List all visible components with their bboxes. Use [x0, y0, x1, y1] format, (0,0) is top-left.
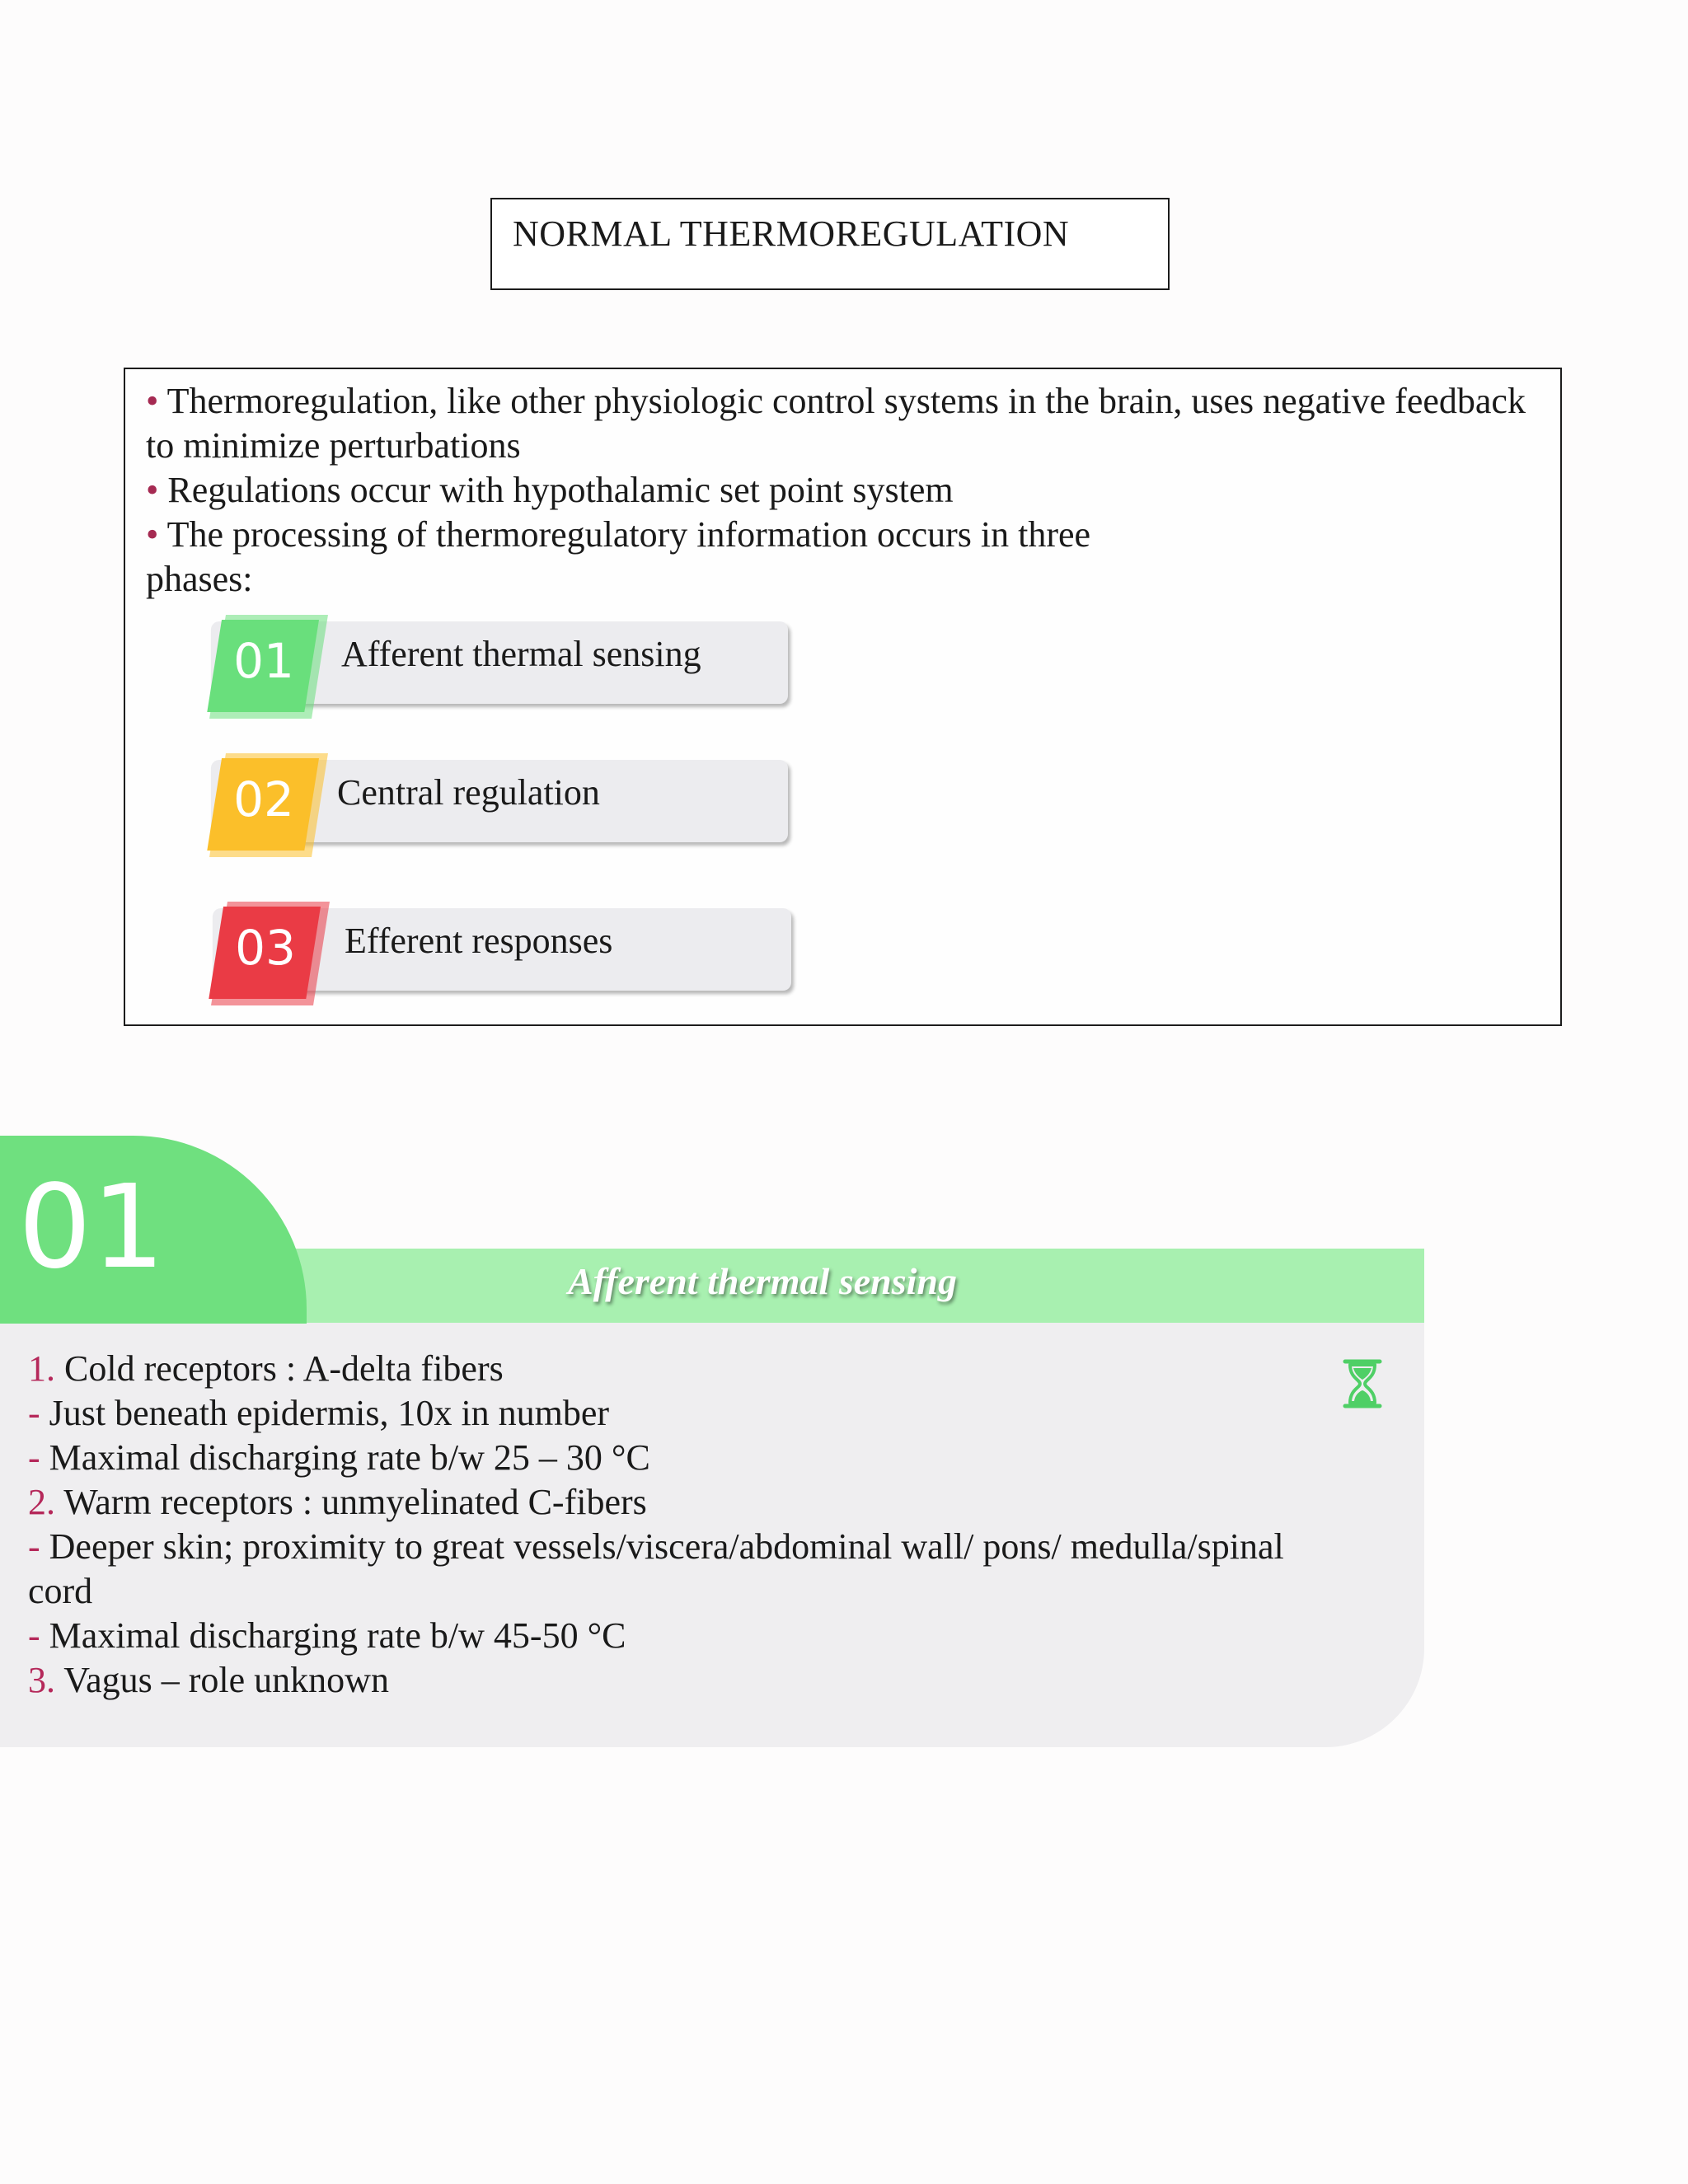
title-box [490, 198, 1170, 290]
intro-line-text: Regulations occur with hypothalamic set point system [167, 470, 954, 510]
hourglass-icon [1342, 1358, 1383, 1409]
phase-item-efferent [203, 902, 846, 992]
phase-label: Efferent responses [345, 921, 613, 961]
afferent-section-number: 01 [18, 1160, 166, 1295]
page-title: NORMAL THERMOREGULATION [513, 213, 1070, 254]
list-item [28, 1347, 1347, 1391]
intro-line-text: phases: [146, 559, 253, 599]
phase-label: Central regulation [337, 772, 600, 813]
list-dash: - [28, 1437, 40, 1478]
list-item [28, 1480, 1347, 1525]
intro-line-text: Thermoregulation, like other physiologic control systems in the brain, uses negative feedback to minimize perturbations [146, 381, 1526, 466]
list-item-text: Cold receptors : A-delta fibers [55, 1348, 504, 1389]
phase-number: 02 [233, 771, 294, 827]
intro-box [124, 368, 1562, 1026]
list-item [28, 1391, 1347, 1436]
list-dash: - [28, 1615, 40, 1656]
list-item [28, 1614, 1347, 1658]
phase-label: Afferent thermal sensing [341, 634, 701, 674]
bullet-mark: • [146, 381, 159, 421]
list-item-text: Maximal discharging rate b/w 25 – 30 °C [40, 1437, 650, 1478]
intro-line [146, 557, 1539, 602]
list-number: 2. [28, 1482, 55, 1522]
intro-line-text: The processing of thermoregulatory information occurs in three [166, 514, 1091, 555]
list-number: 1. [28, 1348, 55, 1389]
list-item-text: Deeper skin; proximity to great vessels/viscera/abdominal wall/ pons/ medulla/spinal cord [28, 1526, 1284, 1611]
phase-item-central [201, 753, 844, 844]
phase-item-afferent [201, 615, 844, 705]
intro-line [146, 513, 1539, 557]
intro-text [146, 379, 1539, 602]
list-number: 3. [28, 1660, 55, 1700]
list-item [28, 1658, 1347, 1703]
phase-number: 03 [235, 920, 296, 976]
intro-line [146, 468, 1539, 513]
list-dash: - [28, 1526, 40, 1567]
list-item-text: Just beneath epidermis, 10x in number [40, 1393, 610, 1433]
list-item [28, 1436, 1347, 1480]
intro-line [146, 379, 1539, 468]
list-item-text: Warm receptors : unmyelinated C-fibers [55, 1482, 647, 1522]
list-dash: - [28, 1393, 40, 1433]
afferent-section-heading: Afferent thermal sensing [568, 1260, 957, 1302]
phase-number: 01 [233, 633, 294, 689]
list-item-text: Maximal discharging rate b/w 45-50 °C [40, 1615, 626, 1656]
bullet-mark: • [146, 514, 159, 555]
bullet-mark: • [146, 470, 159, 510]
afferent-list [28, 1347, 1347, 1703]
list-item-text: Vagus – role unknown [55, 1660, 389, 1700]
list-item [28, 1525, 1347, 1614]
